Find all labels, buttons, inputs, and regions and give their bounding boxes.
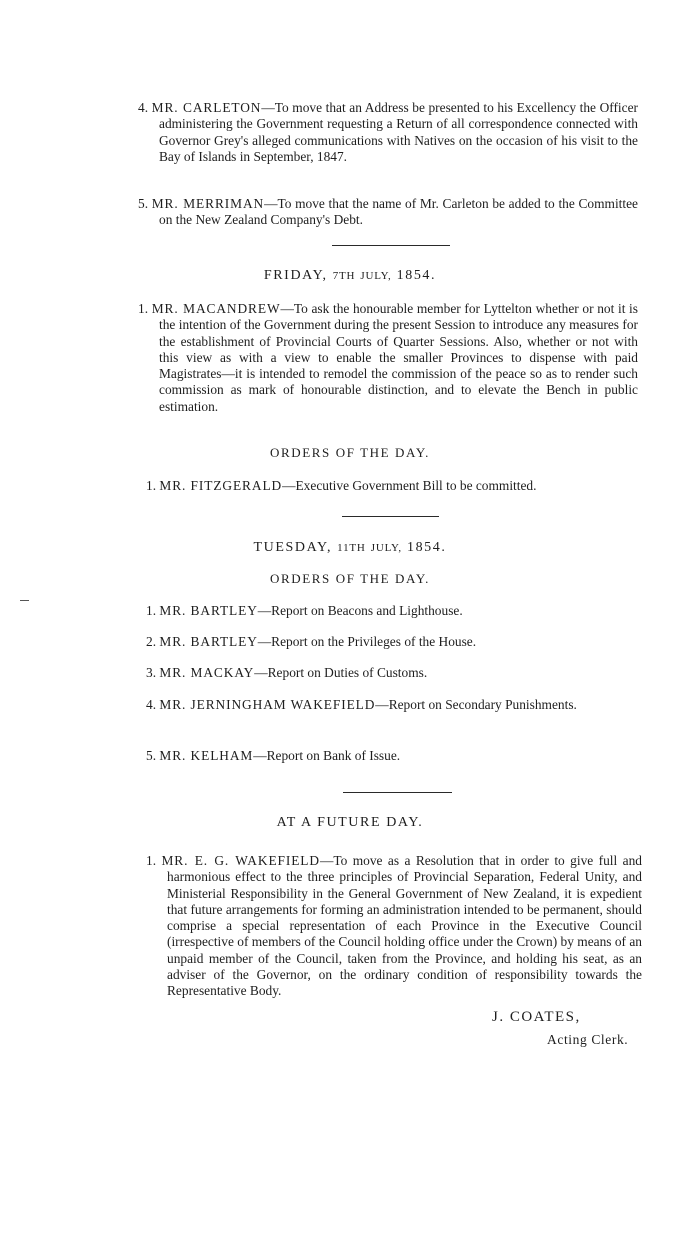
heading-month: JULY, [370, 542, 402, 554]
item-number: 1. [138, 301, 149, 316]
heading-date: 11TH [337, 542, 366, 554]
item-number: 3. [146, 665, 157, 680]
section-divider [343, 792, 452, 793]
signature-title: Acting Clerk. [547, 1032, 629, 1047]
section-divider [332, 245, 450, 246]
notice-item-macandrew [138, 301, 638, 415]
heading-year: 1854. [396, 268, 437, 283]
order-item-mackay [146, 665, 646, 681]
item-mover: MR. BARTLEY [159, 603, 258, 618]
friday-heading [0, 268, 700, 284]
item-mover: MR. MACKAY [159, 665, 255, 680]
order-item-kelham [146, 748, 646, 764]
item-mover: MR. FITZGERALD [159, 478, 283, 493]
item-number: 5. [138, 196, 149, 211]
item-text: —Executive Government Bill to be committed. [282, 478, 537, 493]
heading-year: 1854. [406, 540, 447, 555]
notice-item-carleton [138, 100, 638, 165]
order-item-bartley-privileges [146, 634, 646, 650]
item-text: —To ask the honourable member for Lyttelton whether or not it is the intention of the Government during the present Session to introduce any measures for the establishment of Provincial Courts of Quarter Sessions. Also, whether or not with this view as with a view to enable the smaller Provinces to dispense with paid Magistrates—it is intended to remodel the commission of the peace so as to render such commission as mark of honourable distinction, and to elevate the Bench in public estimation. [159, 301, 638, 414]
item-mover: MR. JERNINGHAM WAKEFIELD [159, 697, 376, 712]
item-text: —To move that the name of Mr. Carleton be added to the Committee on the New Zealand Company's Debt. [159, 196, 638, 228]
item-mover: MR. MERRIMAN [151, 196, 265, 211]
item-text: —To move that an Address be presented to his Excellency the Officer administering the Government requesting a Return of all correspondence connected with Governor Grey's alleged communications with Natives on the occasion of his visit to the Bay of Islands in September, 1847. [159, 100, 638, 164]
signature-name: J. COATES, [492, 1009, 581, 1025]
margin-mark [20, 600, 29, 601]
heading-date: 7TH [332, 270, 356, 282]
item-number: 1. [146, 853, 157, 868]
notice-item-eg-wakefield [146, 853, 642, 1000]
item-number: 4. [138, 100, 149, 115]
item-number: 1. [146, 603, 157, 618]
friday-orders-heading: ORDERS OF THE DAY. [269, 445, 431, 460]
future-heading: AT A FUTURE DAY. [276, 815, 424, 830]
order-item-fitzgerald [146, 478, 646, 494]
order-item-bartley-beacons [146, 603, 646, 619]
item-mover: MR. KELHAM [159, 748, 254, 763]
item-text: —Report on Duties of Customs. [254, 665, 428, 680]
item-text: —Report on Beacons and Lighthouse. [257, 603, 463, 618]
section-divider [342, 516, 439, 517]
item-mover: MR. BARTLEY [159, 634, 258, 649]
heading-day: TUESDAY, [253, 540, 333, 555]
heading-day: FRIDAY, [263, 268, 328, 283]
item-text: —Report on the Privileges of the House. [257, 634, 477, 649]
heading-month: JULY, [360, 270, 392, 282]
item-number: 4. [146, 697, 157, 712]
tuesday-heading [0, 540, 700, 556]
tuesday-orders-heading: ORDERS OF THE DAY. [269, 571, 431, 586]
item-number: 2. [146, 634, 157, 649]
item-number: 1. [146, 478, 157, 493]
item-text: —Report on Bank of Issue. [253, 748, 401, 763]
item-mover: MR. MACANDREW [151, 301, 281, 316]
item-mover: MR. E. G. WAKEFIELD [161, 853, 320, 868]
item-text: —Report on Secondary Punishments. [375, 697, 577, 712]
notice-item-merriman [138, 196, 638, 229]
order-item-jerningham-wakefield [146, 697, 632, 713]
item-text: —To move as a Resolution that in order to give full and harmonious effect to the three principles of Provincial Separation, Federal Unity, and Ministerial Responsibility in the General Government of New Zealand, it is expedient that future arrangements for forming an administration intended to be permanent, should comprise a special representation of each Province in the Executive Council (irrespective of members of the Council holding office under the Crown) by means of an unpaid member of the Council, taken from the Province, and holding his seat, as an adviser of the Governor, on the ordinary condition of responsibility towards the Representative Body. [167, 853, 642, 999]
item-mover: MR. CARLETON [151, 100, 262, 115]
item-number: 5. [146, 748, 157, 763]
